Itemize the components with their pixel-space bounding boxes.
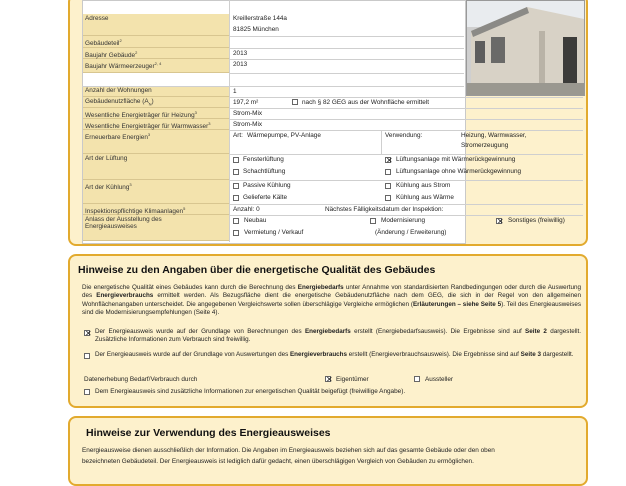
renewable-use-line1: Heizung, Warmwasser, [461,132,527,139]
renewable-type-label: Art: [233,132,243,139]
section3-line1: Energieausweise dienen ausschließlich der Information. Die Angaben im Energieausweis beziehen sich auf das gesamte Gebäude oder den oben [82,447,495,454]
cool-passive-label: Passive Kühlung [243,182,291,189]
address-label: Adresse [83,14,229,36]
units-label: Anzahl der Wohnungen [83,86,229,97]
grid-line [229,215,583,216]
year-heater-label: Baujahr Wärmeerzeuger$^{2, 4}$ [83,59,229,73]
reason-rent-label: Vermietung / Verkauf [244,229,304,236]
demand-certificate-text: Der Energieausweis wurde auf der Grundlage von Berechnungen des Energiebedarfs erstellt (Energiebedarfsausweis). Die Ergebnisse sind auf Seite 2 dargestellt. Zusätzliche Informationen zum Verbrauch sind freiwillig. [95,328,582,344]
reason-other-label: Sonstiges (freiwillig) [508,217,565,224]
cool-heat-label: Kühlung aus Wärme [396,194,454,201]
grid-line [229,154,583,155]
cool-delivered-checkbox[interactable] [233,195,239,201]
energy-water-value: Strom-Mix [233,121,263,128]
year-building-label: Baujahr Gebäude$^2$ [83,48,229,59]
renewable-label: Erneuerbare Energien$^3$ [83,130,229,154]
reason-modern-checkbox[interactable] [370,218,376,224]
issuer-label: Aussteller [425,376,454,383]
vent-recovery-checkbox[interactable]: ✕ [386,156,393,165]
consumption-certificate-text: Der Energieausweis wurde auf der Grundlage von Auswertungen des Energieverbrauchs erstellt (Energieverbrauchsausweis). Die Ergebnisse sind auf Seite 3 dargestellt. [95,351,574,358]
units-value: 1 [233,88,237,95]
building-photo [466,0,585,96]
section2-title: Hinweise zu den Angaben über die energetische Qualität des Gebäudes [78,264,436,276]
cool-passive-checkbox[interactable] [233,183,239,189]
grid-line [229,130,583,131]
vent-window-checkbox[interactable] [233,157,239,163]
reason-modern-label: Modernisierung [381,217,426,224]
section2-paragraph: Die energetische Qualität eines Gebäudes kann durch die Berechnung des Energiebedarfs unter Annahme von standardisierten Randbedingungen oder durch die Auswertung des Energieverbrauchs ermittelt werden. Als Bezugsfläche dient die energetische Gebäudenutzfläche nach dem GEG, die sich in der Regel von den allgemeinen Wohnflächenangaben unterscheidet. Die angegebenen Vergleichswerte sollen überschlägige Vergleiche ermöglichen (Erläuterungen – siehe Seite 5). Teil des Energieausweises sind die Modernisierungsempfehlungen (Seite 4). [82,284,582,316]
vent-shaft-label: Schachtlüftung [243,168,286,175]
area-label: Gebäudenutzfläche $(A_N)$ [83,97,229,108]
additional-info-checkbox[interactable] [84,389,90,395]
vent-recovery-label: Lüftungsanlage mit Wärmerückgewinnung [396,156,516,163]
grid-line [229,36,464,37]
survey-label: Datenerhebung Bedarf/Verbrauch durch [84,376,198,383]
inspection-next: Nächstes Fälligkeitsdatum der Inspektion: [325,206,444,213]
issuer-checkbox[interactable] [414,376,420,382]
consumption-certificate-checkbox[interactable] [84,353,90,359]
grid-line [229,73,464,74]
grid-line [381,130,382,154]
cool-electric-checkbox[interactable] [385,183,391,189]
cool-electric-label: Kühlung aus Strom [396,182,451,189]
energy-heat-label: Wesentliche Energieträger für Heizung$^3$ [83,108,229,119]
grid-line [229,59,464,60]
cooling-label: Art der Kühlung$^3$ [83,180,229,204]
energy-water-label: Wesentliche Energieträger für Warmwasser$^3$ [83,119,229,130]
address-line1: Kreillerstraße 144a [233,15,287,22]
ventilation-label: Art der Lüftung [83,154,229,180]
renewable-use-line2: Stromerzeugung [461,142,509,149]
reason-modern-sub: (Änderung / Erweiterung) [375,229,447,236]
inspection-label: Inspektionspflichtige Klimaanlagen$^5$ [83,204,229,215]
area-option-checkbox[interactable] [292,99,298,105]
additional-info-label: Dem Energieausweis sind zusätzliche Informationen zur energetischen Qualität beigefügt (freiwillige Angabe). [95,388,406,395]
part-label: Gebäudeteil$^2$ [83,36,229,48]
reason-new-label: Neubau [244,217,267,224]
energy-heat-value: Strom-Mix [233,110,263,117]
vent-window-label: Fensterlüftung [243,156,284,163]
grid-line [229,119,583,120]
section3-title: Hinweise zur Verwendung des Energieausweises [86,427,331,439]
reason-new-checkbox[interactable] [233,218,239,224]
year-building-value: 2013 [233,50,248,57]
reason-rent-checkbox[interactable] [233,230,239,236]
grid-line [229,48,464,49]
inspection-count: Anzahl: 0 [233,206,260,213]
cool-delivered-label: Gelieferte Kälte [243,194,288,201]
vent-shaft-checkbox[interactable] [233,169,239,175]
cool-heat-checkbox[interactable] [385,195,391,201]
year-heater-value: 2013 [233,61,248,68]
grid-line [229,204,583,205]
grid-line [229,97,583,98]
reason-label: Anlass der Ausstellung des Energieausweises [83,215,229,241]
grid-line [229,180,583,181]
demand-certificate-checkbox[interactable]: ✕ [85,329,92,338]
section3-line2: bezeichneten Gebäudeteil. Der Energieausweis ist lediglich dafür gedacht, einen überschlägigen Vergleich von Gebäuden zu ermöglichen. [82,458,474,465]
owner-checkbox[interactable]: ✕ [326,375,333,384]
renewable-type-value: Wärmepumpe, PV-Anlage [247,132,321,139]
grid-line [82,86,464,87]
vent-no-recovery-label: Lüftungsanlage ohne Wärmerückgewinnung [396,168,522,175]
grid-line [229,108,583,109]
reason-other-checkbox[interactable]: ✕ [497,217,504,226]
area-option-label: nach § 82 GEG aus der Wohnfläche ermittelt [302,99,430,106]
renewable-use-label: Verwendung: [385,132,423,139]
vent-no-recovery-checkbox[interactable] [385,169,391,175]
address-line2: 81825 München [233,26,279,33]
area-value: 197,2 m² [233,99,259,106]
owner-label: Eigentümer [336,376,369,383]
